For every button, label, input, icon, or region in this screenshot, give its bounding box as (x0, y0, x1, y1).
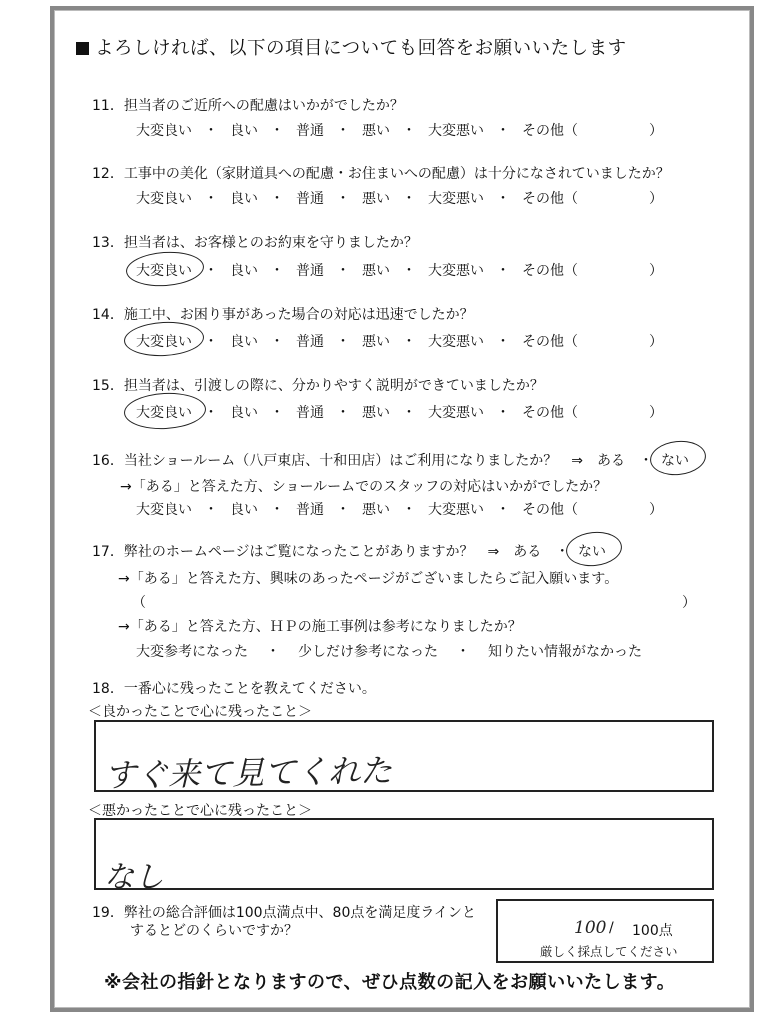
score-value: 100 (574, 918, 607, 938)
question-19-line2: するとどのくらいですか？ (130, 923, 298, 939)
opt-very-good[interactable]: 大変良い (136, 334, 192, 350)
q18-bad-label: ＜悪かったことで心に残ったこと＞ (88, 803, 312, 819)
opt-other[interactable]: その他（ (522, 123, 578, 139)
question-13: 13．担当者は、お客様とのお約束を守りましたか？ (92, 235, 418, 251)
opt-good[interactable]: 良い (230, 191, 258, 207)
opt-other[interactable]: その他（ (522, 263, 578, 279)
opt-other[interactable]: その他（ (522, 334, 578, 350)
q18-good-label: ＜良かったことで心に残ったこと＞ (88, 704, 312, 720)
opt-normal[interactable]: 普通 (296, 502, 324, 518)
q18-good-answer: すぐ来て見てくれた (103, 751, 393, 795)
opt-very-bad[interactable]: 大変悪い (428, 334, 484, 350)
opt-very-good[interactable]: 大変良い (136, 191, 192, 207)
close-paren-12: ） (649, 191, 663, 207)
opt-bad[interactable]: 悪い (362, 502, 390, 518)
opt-normal[interactable]: 普通 (296, 405, 324, 421)
options-16[interactable]: 大変良い ・ 良い ・ 普通 ・ 悪い ・ 大変悪い ・ その他（ (136, 502, 578, 518)
opt-bad[interactable]: 悪い (362, 405, 390, 421)
opt-very-good[interactable]: 大変良い (136, 123, 192, 139)
opt-very-bad[interactable]: 大変悪い (428, 405, 484, 421)
options-14[interactable]: 大変良い ・ 良い ・ 普通 ・ 悪い ・ 大変悪い ・ その他（ (136, 334, 578, 350)
opt-bad[interactable]: 悪い (362, 263, 390, 279)
opt-other[interactable]: その他（ (522, 191, 578, 207)
question-15: 15．担当者は、引渡しの際に、分かりやすく説明ができていましたか？ (92, 378, 544, 394)
score-note: 厳しく採点してください (540, 944, 678, 959)
q16-sub: →「ある」と答えた方、ショールームでのスタッフの対応はいかがでしたか？ (120, 479, 608, 495)
black-square-icon (76, 42, 89, 55)
opt-very-good[interactable]: 大変良い (136, 502, 192, 518)
survey-header (76, 34, 627, 60)
header-text: よろしければ、以下の項目についても回答をお願いいたします (95, 38, 627, 59)
opt-very-helpful[interactable]: 大変参考になった (136, 644, 248, 660)
close-paren-14: ） (649, 334, 663, 350)
opt-not-helpful[interactable]: 知りたい情報がなかった (488, 644, 642, 660)
opt-good[interactable]: 良い (230, 123, 258, 139)
score-slash: / (609, 920, 614, 936)
opt-normal[interactable]: 普通 (296, 191, 324, 207)
close-paren-16: ） (649, 502, 663, 518)
opt-very-bad[interactable]: 大変悪い (428, 502, 484, 518)
question-11: 11．担当者のご近所への配慮はいかがでしたか？ (92, 98, 404, 114)
q17-answer-no[interactable]: ない (578, 544, 606, 560)
options-12[interactable]: 大変良い ・ 良い ・ 普通 ・ 悪い ・ 大変悪い ・ その他（ (136, 191, 578, 207)
q18-bad-box[interactable] (94, 818, 714, 890)
opt-bad[interactable]: 悪い (362, 334, 390, 350)
opt-very-bad[interactable]: 大変悪い (428, 191, 484, 207)
question-18: 18．一番心に残ったことを教えてください。 (92, 681, 376, 697)
opt-good[interactable]: 良い (230, 334, 258, 350)
question-16: 16．当社ショールーム（八戸東店、十和田店）はご利用になりましたか？ ⇒ ある ・ (92, 453, 653, 469)
close-paren-11: ） (649, 123, 663, 139)
q17-sub2: →「ある」と答えた方、ＨＰの施工事例は参考になりましたか？ (118, 619, 522, 635)
opt-normal[interactable]: 普通 (296, 334, 324, 350)
question-14: 14．施工中、お困り事があった場合の対応は迅速でしたか？ (92, 307, 474, 323)
options-11[interactable]: 大変良い ・ 良い ・ 普通 ・ 悪い ・ 大変悪い ・ その他（ (136, 123, 578, 139)
opt-other[interactable]: その他（ (522, 502, 578, 518)
q17-paren-close: ） (682, 595, 696, 611)
options-15[interactable]: 大変良い ・ 良い ・ 普通 ・ 悪い ・ 大変悪い ・ その他（ (136, 405, 578, 421)
opt-bad[interactable]: 悪い (362, 191, 390, 207)
score-max: 100点 (632, 923, 673, 939)
opt-other[interactable]: その他（ (522, 405, 578, 421)
options-13[interactable]: 大変良い ・ 良い ・ 普通 ・ 悪い ・ 大変悪い ・ その他（ (136, 263, 578, 279)
q17-sub1: →「ある」と答えた方、興味のあったページがございましたらご記入願います。 (118, 571, 619, 587)
q16-answer-no[interactable]: ない (661, 453, 689, 469)
opt-very-bad[interactable]: 大変悪い (428, 123, 484, 139)
question-19-line1: 19．弊社の総合評価は100点満点中、80点を満足度ラインと (92, 905, 476, 921)
opt-very-bad[interactable]: 大変悪い (428, 263, 484, 279)
opt-good[interactable]: 良い (230, 263, 258, 279)
close-paren-15: ） (649, 405, 663, 421)
q17-paren-open: （ (132, 595, 146, 611)
close-paren-13: ） (649, 263, 663, 279)
opt-normal[interactable]: 普通 (296, 263, 324, 279)
opt-good[interactable]: 良い (230, 405, 258, 421)
question-12: 12．工事中の美化（家財道具への配慮・お住まいへの配慮）は十分になされていましたか？ (92, 166, 670, 182)
question-17: 17．弊社のホームページはご覧になったことがありますか？ ⇒ ある ・ (92, 544, 570, 560)
footer-note: ※会社の指針となりますので、ぜひ点数の記入をお願いいたします。 (104, 972, 676, 993)
options-17[interactable]: 大変参考になった ・ 少しだけ参考になった ・ 知りたい情報がなかった (136, 644, 642, 660)
opt-bad[interactable]: 悪い (362, 123, 390, 139)
opt-normal[interactable]: 普通 (296, 123, 324, 139)
opt-very-good[interactable]: 大変良い (136, 405, 192, 421)
q18-bad-answer: なし (104, 860, 164, 895)
opt-good[interactable]: 良い (230, 502, 258, 518)
opt-very-good[interactable]: 大変良い (136, 263, 192, 279)
opt-slightly-helpful[interactable]: 少しだけ参考になった (298, 644, 438, 660)
